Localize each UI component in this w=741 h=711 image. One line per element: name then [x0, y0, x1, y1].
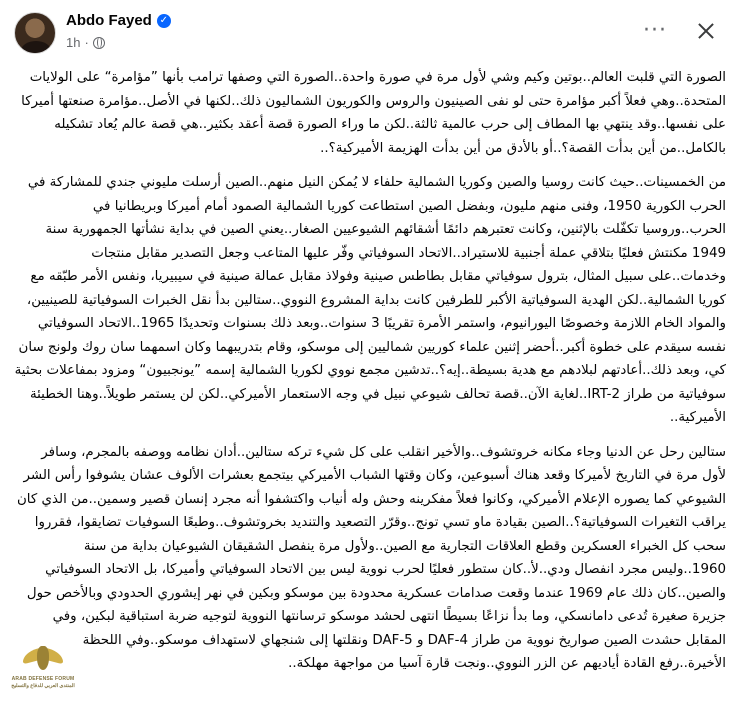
forum-watermark-logo: [4, 640, 82, 704]
author-name[interactable]: Abdo Fayed: [66, 12, 152, 29]
close-icon[interactable]: [691, 16, 721, 46]
eagle-emblem-icon: [23, 640, 63, 676]
post-body: [14, 66, 726, 687]
post-paragraph-2: من الخمسينات..حيث كانت روسيا والصين وكوريا الشمالية حلفاء لا يُمكن النيل منهم..الصين أرسلت مليوني جندي للمشاركة في الحرب الكورية 1950، وفنى منهم مليون، وبفضل الصين استطاعت كوريا الشمالية الصمود أمام أميركا وبريطانيا في الحرب..وروسيا تكفّلت بالإثنين، وكانت تعتبرهم دائمًا أشقائهم الشيوعيين الصغار..يعني الصين في بداية نشأتها الجمهورية سنة 1949 مكنتش فعليًا بتلاقي عملة أجنبية للاستيراد..الاتحاد السوفياتي وفّر عليها المتاعب وجعل التصدير مقابل منتجات وخدمات..على سبيل المثال، بترول سوفياتي مقابل بطاطس صينية وفولاذ مقابل عمالة صينية في سيبيريا، ونفس الأمر طبّقه مع كوريا الشمالية..لكن الهدية السوفياتية الأكبر للطرفين كانت بداية المشروع النووي..ستالين بدأ نقل الخبرات السوفياتية للصينيين، والمواد الخام اللازمة وخصوصًا اليورانيوم، واستمر الأمرة تقريبًا 3 سنوات..وبعد ذلك بسنوات وتحديدًا 1965..الاتحاد السوفياتي نفسه سيقدم على خطوة أكبر..أحضر إثنين علماء كوريين شماليين إلى موسكو، وقام بتدريبهما وكان اسمهما سان روك ولونج سان كي، وبعد ذلك..أعادتهم لبلادهم مع هدية بسيطة..إيه؟..تدشين مجمع نووي لكوريا الشمالية إسمه ”يونجبيون“ ومزود بمفاعلات بحثية سوفياتية من طراز IRT-2..لغاية الآن..قصة تحالف شيوعي نبيل في وجه الاستعمار الأميركي..لكن لن يستمر طويلاً..وهنا الخطيئة الأميركية..: [14, 175, 726, 425]
post-paragraph-1: الصورة التي قلبت العالم..بوتين وكيم وشي لأول مرة في صورة واحدة..الصورة التي وصفها ترامب بأنها ”مؤامرة“ على الولايات المتحدة..وهي فعلاً أكبر مؤامرة حتى لو نفى الصينيون والروس والكوريون الشماليون ذلك..لكنها في الأصل..مؤامرة صنعتها أميركا على نفسها..وقد ينتهي بها المطاف إلى حرب عالمية ثالثة..لكن ما وراء الصورة قصة أعقد بكثير..هي قصة عالم يُعاد تشكيله بالكامل..من أين بدأت القصة؟..أو بالأدق من أين بدأت الهزيمة الأميركية؟..: [21, 70, 726, 156]
author-avatar[interactable]: [14, 12, 56, 54]
header-actions: [643, 16, 721, 46]
post-paragraph-3: ستالين رحل عن الدنيا وجاء مكانه خروتشوف..والأخير انقلب على كل شيء تركه ستالين..أدان نظامه ووصفه بالمجرم، وسافر لأول مرة في التاريخ لأميركا وقعد هناك أسبوعين، وكان وقتها الشباب الأميركي بيتجمع بعشرات الألوف عشان يشوفوا رأس الشر الشيوعي كما يصوره الإعلام الأميركي، وكانوا فعلاً مفكرينه وحش وله أنياب واكتشفوا أنه مجرد إنسان قصير وسمين..من الذي كان يراقب التغيرات السوفياتية؟..الصين بقيادة ماو تسي تونج..وقرّر التصعيد والتنديد بخروتشوف..وطبعًا السوفيات تضايقوا، فقرروا سحب كل الخبراء العسكرين وقطع العلاقات التجارية مع الصين..ولأول مرة ينفصل الشقيقان الشيوعيان بداية من سنة 1960..وليس مجرد انفصال ودي..لأ..كان ستطور فعليًا لحرب نووية ليس بين الاتحاد السوفياتي وأميركا، بل الاتحاد السوفياتي والصين..كان ذلك عام 1969 عندما وقعت صدامات عسكرية محدودة بين موسكو وبكين في نهر إيشوري الحدودي وبالأخص حول جزيرة صغيرة تُدعى دامانسكي، وما بدأ نزاعًا بسيطًا انتهى لحشد موسكو ترسانتها النووية لتوجيه ضربة استباقية لبكين، وفي المقابل حشدت الصين صواريخ نووية من طراز DAF-4 و DAF-5 ونقلتها إلى شنجهاي لاستهداف موسكو..وفي اللحظة الأخيرة..رفع القادة أياديهم عن الزر النووي..ونجت قارة آسيا من مواجهة مهلكة..: [16, 444, 726, 671]
author-row: [66, 12, 171, 29]
post-header: [0, 0, 741, 64]
watermark-line-2: المنتدى العربي للدفاع والتسليح: [11, 683, 75, 689]
post-meta: [66, 35, 105, 50]
post-timestamp[interactable]: 1h: [66, 35, 81, 50]
watermark-line-1: ARAB DEFENSE FORUM: [11, 676, 75, 682]
verified-badge-icon: ✓: [157, 14, 171, 28]
more-options-icon[interactable]: ···: [643, 18, 667, 43]
avatar-figure: [21, 41, 51, 54]
globe-icon[interactable]: [93, 37, 105, 49]
meta-separator: ·: [84, 35, 89, 50]
